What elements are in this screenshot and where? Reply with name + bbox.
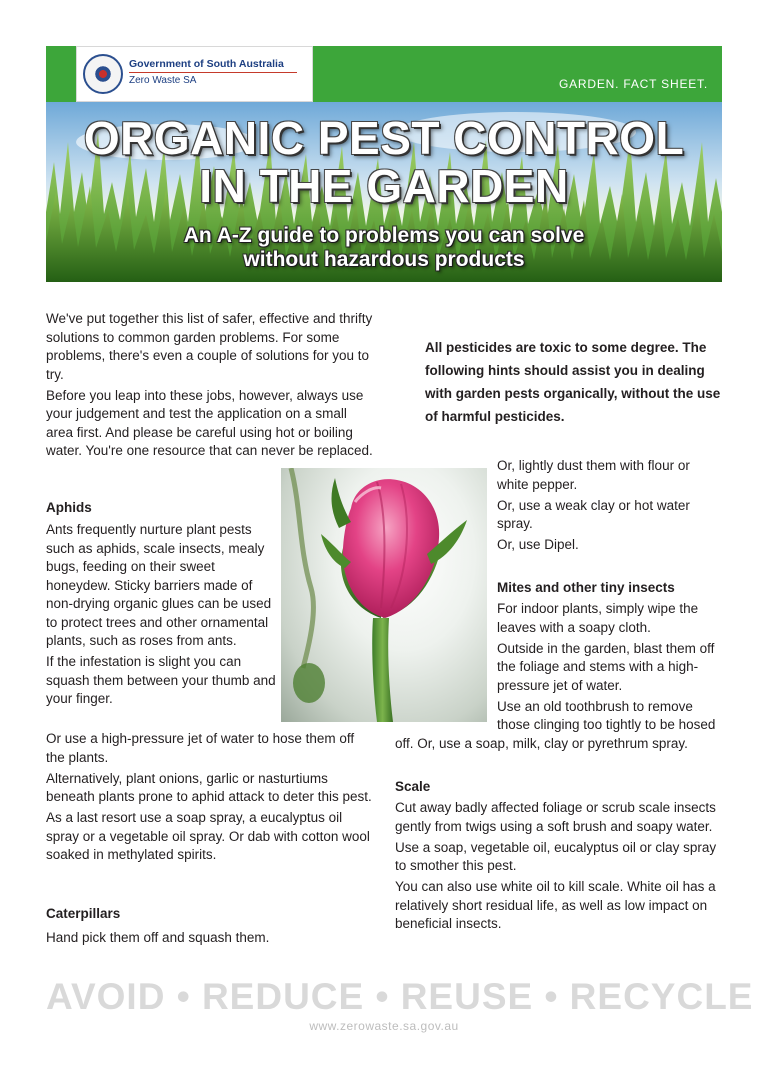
title-line-1: ORGANIC PEST CONTROL xyxy=(83,112,685,164)
aphids-heading: Aphids xyxy=(46,500,92,515)
aphids-paragraph-2: If the infestation is slight you can squash them between your thumb and your finger. xyxy=(46,654,276,706)
caterpillars-section xyxy=(46,929,366,950)
caterpillars-paragraph-3: Or, use a weak clay or hot water spray. xyxy=(497,497,690,531)
aphids-paragraph-3: Or use a high-pressure jet of water to hose them off the plants. xyxy=(46,731,355,765)
footer-slogan: AVOID • REDUCE • REUSE • RECYCLE xyxy=(46,976,754,1017)
aphids-paragraph-4: Alternatively, plant onions, garlic or nasturtiums beneath plants prone to aphid attack to deter this pest. xyxy=(46,770,372,804)
agency-name: Zero Waste SA xyxy=(129,75,197,86)
logo-rule xyxy=(129,72,297,73)
subtitle-line-2: without hazardous products xyxy=(243,248,525,271)
mites-paragraph-1: For indoor plants, simply wipe the leaves with a soapy cloth. xyxy=(497,601,699,635)
caterpillars-paragraph-4: Or, use Dipel. xyxy=(497,537,579,552)
sa-crest-icon xyxy=(83,54,123,94)
caterpillars-section-continued xyxy=(497,457,722,557)
pesticide-callout: All pesticides are toxic to some degree. The following hints should assist you in dealing with garden pests organically, without the use of harmful pesticides. xyxy=(425,340,721,424)
page-title xyxy=(46,114,722,210)
intro-paragraph-1: We've put together this list of safer, effective and thrifty solutions to common garden problems. For some problems, there's even a couple of solutions for you to try. xyxy=(46,311,373,382)
aphids-section-wide xyxy=(46,730,376,867)
page-subtitle xyxy=(46,224,722,272)
aphids-paragraph-1: Ants frequently nurture plant pests such as aphids, scale insects, mealy bugs, feeding on their sweet honeydew. Sticky barriers made of non-drying organic glues can be used to protect trees and other ornamental plants, such as roses from ants. xyxy=(46,522,272,648)
subtitle-line-1: An A-Z guide to problems you can solve xyxy=(183,224,585,247)
title-line-2: IN THE GARDEN xyxy=(199,160,569,212)
mites-section xyxy=(497,600,722,737)
gov-logo-box xyxy=(76,46,313,102)
government-name: Government of South Australia xyxy=(129,58,284,70)
mites-paragraph-3-continued: off. Or, use a soap, milk, clay or pyrethrum spray. xyxy=(395,736,688,751)
scale-section xyxy=(395,799,725,936)
footer-url[interactable]: www.zerowaste.sa.gov.au xyxy=(309,1019,459,1033)
scale-paragraph-2: Use a soap, vegetable oil, eucalyptus oil or clay spray to smother this pest. xyxy=(395,839,717,873)
mites-paragraph-3: Use an old toothbrush to remove those clinging too tightly to be hosed xyxy=(497,698,716,732)
aphids-section-narrow xyxy=(46,521,278,711)
caterpillars-paragraph-2: Or, lightly dust them with flour or white pepper. xyxy=(497,458,690,492)
fact-sheet-label: GARDEN. FACT SHEET. xyxy=(558,77,708,91)
caterpillars-heading: Caterpillars xyxy=(46,906,121,921)
scale-heading: Scale xyxy=(395,779,431,794)
rose-bud-photo xyxy=(281,468,487,722)
header-banner xyxy=(46,46,722,282)
intro-paragraph-2: Before you leap into these jobs, however, always use your judgement and test the application on a small area first. And please be careful using hot or boiling water. You're one resource that can never be replaced. xyxy=(46,387,373,458)
mites-heading: Mites and other tiny insects xyxy=(497,580,675,595)
caterpillars-paragraph-1: Hand pick them off and squash them. xyxy=(46,930,270,945)
scale-paragraph-1: Cut away badly affected foliage or scrub scale insects gently from twigs using a soft brush and soapy water. xyxy=(395,800,716,834)
aphids-paragraph-5: As a last resort use a soap spray, a eucalyptus oil spray or a vegetable oil spray. Or dab with cotton wool soaked in methylated spirits. xyxy=(46,810,370,862)
scale-paragraph-3: You can also use white oil to kill scale. White oil has a relatively short residual life, as well as low impact on beneficial insects. xyxy=(395,879,716,931)
intro-section xyxy=(46,310,376,463)
mites-paragraph-2: Outside in the garden, blast them off the foliage and stems with a high-pressure jet of water. xyxy=(497,640,715,693)
